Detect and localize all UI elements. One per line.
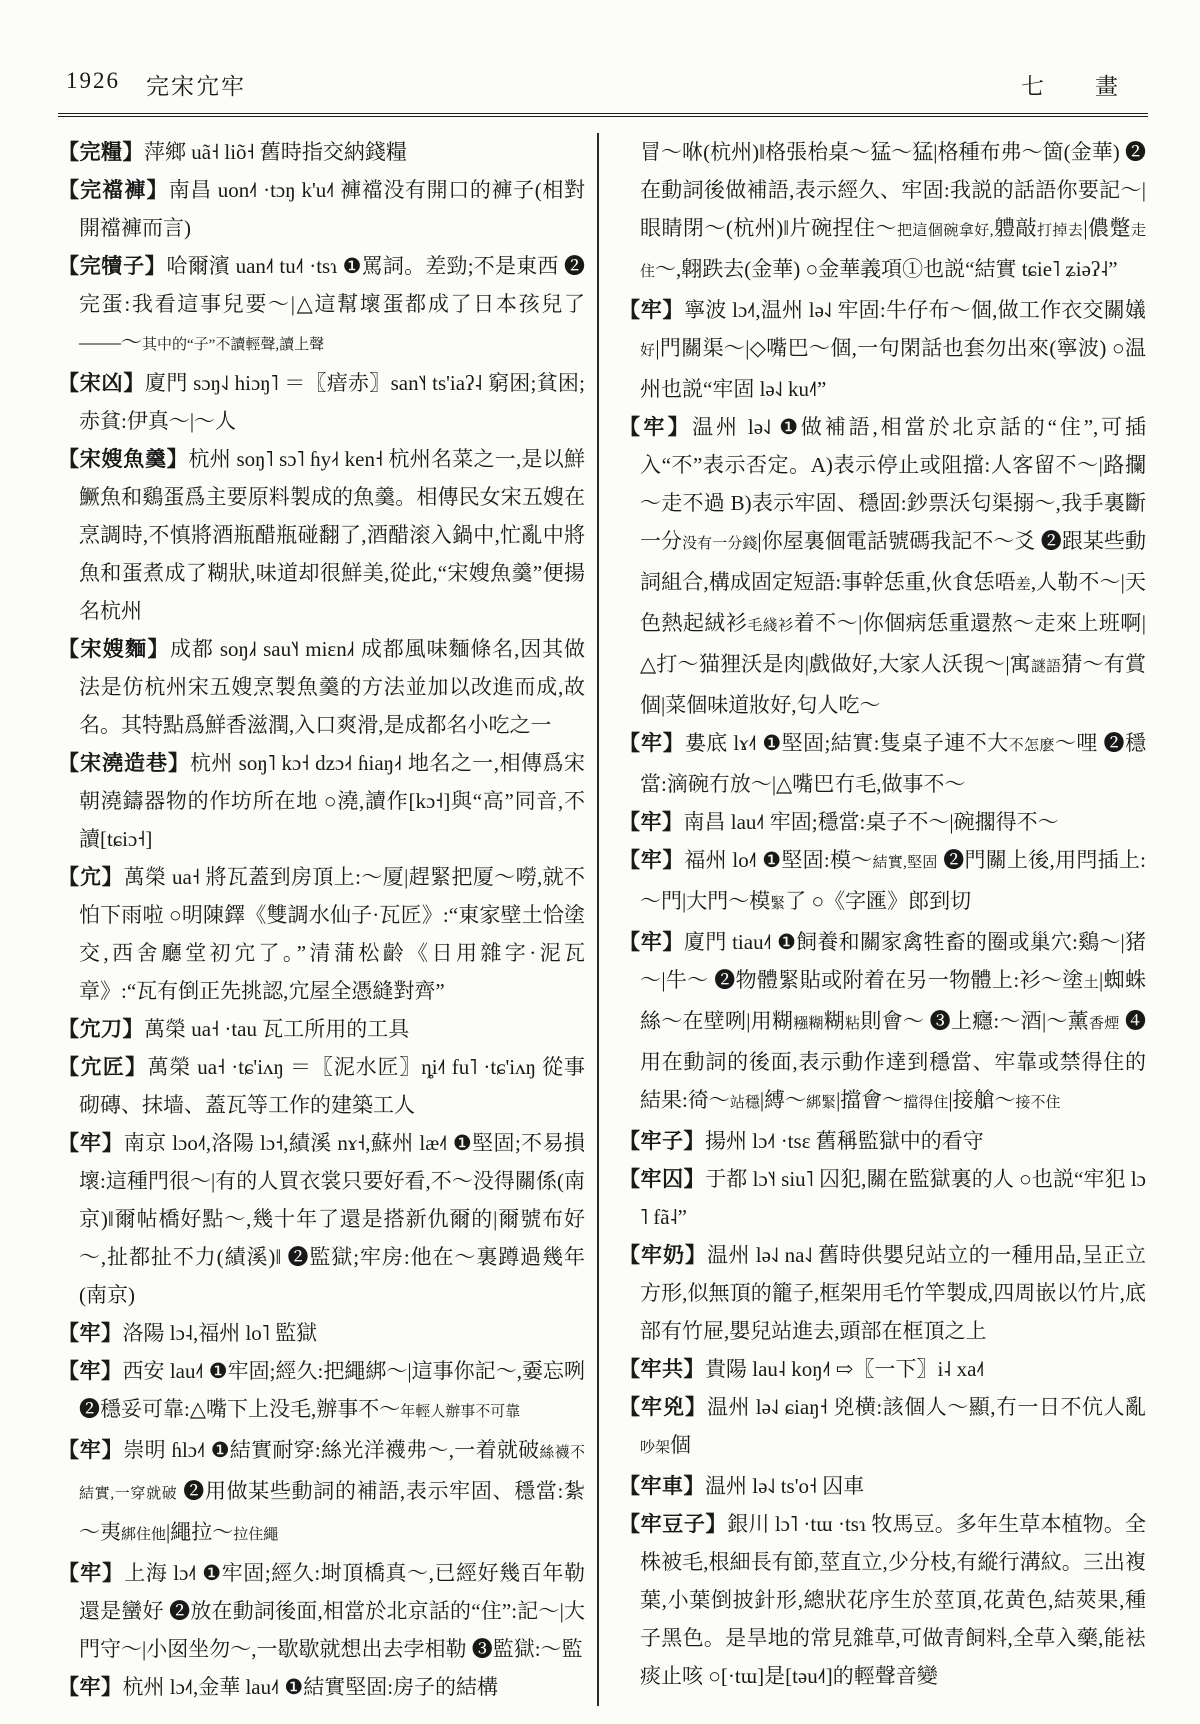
entry-gloss-small: 粘 [845, 1016, 861, 1032]
entry-text: 銀川 lɔ˥ ·tɯ ·tsɿ 牧馬豆。多年生草本植物。全株被毛,根細長有節,莖直立,少分枝,有縱行溝紋。三出複葉,小葉倒披針形,總狀花序生於莖頂,花黄色,結莢果,種子黑色。是旱地的常見雜草,可做青飼料,全草入藥,能袪痰止咳 ○[·tɯ]是[təu˨˦]的輕聲音變 [640, 1512, 1146, 1688]
entry-text: 萬榮 ua˧ ·tɕ'iʌŋ ＝〖泥水匠〗ȵi˨˦ fu˥ ·tɕ'iʌŋ 從事砌磚、抹墙、蓋瓦等工作的建築工人 [79, 1055, 586, 1117]
entry-text: 于都 lɔ˥˧ siu˥ 囚犯,關在監獄裏的人 ○也説“牢犯 lɔ˥ fã˨” [640, 1167, 1147, 1229]
dictionary-entry [619, 291, 1146, 408]
dictionary-entry [619, 1122, 1146, 1160]
entry-headword: 【宋澆造巷】 [58, 751, 190, 775]
entry-gloss-small: 絲襪不結實,一穿就破 [79, 1445, 585, 1502]
entry-text: |儂蹩 [1083, 216, 1131, 240]
entry-text: |接艙～ [948, 1088, 1016, 1112]
entry-gloss-small: 綁住他 [121, 1527, 167, 1543]
entry-text: 着不～|你個病恁重還熬～走來上班啊|△打～猫狸沃是肉|戲做好,大家人沃覒～|寓 [640, 611, 1146, 676]
dictionary-entry [619, 1505, 1146, 1695]
entry-text: 杭州 lɔ˨˦,金華 lau˨˦ ❶結實堅固:房子的結構 [122, 1675, 499, 1699]
dictionary-entry [619, 1160, 1146, 1236]
entry-gloss-small: 年輕人辦事不可靠 [400, 1404, 521, 1420]
entry-headword: 【牢】 [619, 298, 685, 322]
entry-gloss-small: 糨糊 [793, 1016, 824, 1032]
entry-headword: 【牢囚】 [619, 1167, 706, 1191]
dictionary-entry [58, 1124, 585, 1314]
entry-text: ❹用在動詞的後面,表示動作達到穩當、牢靠或禁得住的結果:徛～ [640, 1009, 1146, 1112]
entry-gloss-small: 打掉去 [1036, 223, 1084, 239]
entry-text: 廈門 sɔŋ˨˩ hiɔŋ˥ ＝〖瘖赤〗san˥˧ ts'iaʔ˨ 窮困;貧困;赤貧:伊真～|～人 [79, 371, 585, 433]
dictionary-entry [619, 1388, 1146, 1467]
entry-headword: 【宂刀】 [58, 1017, 144, 1041]
entry-gloss-small: 走住 [640, 223, 1146, 280]
entry-gloss-small: 站穩 [729, 1095, 760, 1111]
entry-text: |你屋裏個電話號碼我記不～爻 ❷跟某些動詞組合,構成固定短語:事幹恁重,伙食恁唔 [640, 529, 1146, 594]
dictionary-entry [619, 923, 1146, 1122]
entry-gloss-small: 拉住繩 [233, 1527, 279, 1543]
dictionary-entry [58, 1048, 585, 1124]
entry-text: 南京 lɔo˨˦,洛陽 lɔ˧,績溪 nɤ˧,蘇州 læ˨˦ ❶堅固;不易損壞:這種門很～|有的人買衣裳只要好看,不～没得關係(南京)‖爾帖橋好點～,幾十年了還是搭新仇爾的|爾號布好～,扯都扯不力(績溪)‖ ❷監獄;牢房:他在～裏蹲過幾年(南京) [79, 1131, 586, 1307]
dictionary-entry [619, 841, 1146, 923]
entry-text: 揚州 lɔ˨˦ ·tsɛ 舊稱監獄中的看守 [705, 1129, 984, 1153]
entry-text: 温州 lə˨˩ ❶做補語,相當於北京話的“住”,可插入“不”表示否定。A)表示停止或阻擋:人客留不～|路攔～走不過 B)表示牢固、穩固:鈔票沃匂渠搦～,我手裏斷一分 [640, 415, 1146, 553]
entry-headword: 【牢奶】 [619, 1243, 707, 1267]
entry-headword: 【宋嫂麵】 [58, 637, 170, 661]
page-body [58, 133, 1148, 1706]
entry-text: 南昌 lau˨˦ 牢固;穩當:桌子不～|碗擱得不～ [683, 810, 1059, 834]
column-right [619, 133, 1146, 1706]
entry-text: 萬榮 ua˧ ·tau 瓦工所用的工具 [144, 1017, 410, 1041]
entry-headword: 【牢共】 [619, 1357, 705, 1381]
entry-headword: 【牢】 [58, 1131, 124, 1155]
dictionary-entry [58, 1431, 585, 1554]
column-divider [597, 133, 599, 1706]
dictionary-entry [58, 247, 585, 364]
entry-text: 了 ○《字匯》郎到切 [785, 889, 972, 913]
entry-headword: 【牢】 [58, 1321, 123, 1345]
entry-text: 上海 lɔ˨˦ ❶牢固;經久:埘頂橋真～,已經好幾百年勒還是蠻好 ❷放在動詞後面,相當於北京話的“住”:記～|大門守～|小囡坐勿～,一歇歇就想出去孛相勒 ❸監獄:～監 [79, 1561, 585, 1661]
entry-gloss-small: 結實,堅固 [872, 855, 938, 871]
entry-gloss-small: 其中的“子”不讀輕聲,讀上聲 [142, 337, 325, 353]
entry-headword: 【牢】 [619, 930, 685, 954]
entry-text: ❷用做某些動詞的補語,表示牢固、穩當:紮～夷 [79, 1479, 585, 1544]
dictionary-entry [58, 1668, 585, 1706]
dictionary-entry [619, 1350, 1146, 1388]
entry-text: 冒～咻(杭州)‖格張枱桌～猛～猛|格種布弗～箇(金華) ❷在動詞後做補語,表示經久、牢固:我説的話語你要記～|眼睛閉～(杭州)‖片碗捏住～ [640, 140, 1146, 240]
dictionary-entry [619, 724, 1146, 803]
entry-headword: 【宋凶】 [58, 371, 146, 395]
entry-continuation [619, 133, 1146, 291]
entry-gloss-small: 把這個碗拿好, [896, 223, 994, 239]
dictionary-entry [58, 1352, 585, 1431]
entry-headword: 【牢】 [619, 415, 693, 439]
entry-text: 哈爾濱 uan˨˦ tu˨˦ ·tsɿ ❶罵詞。差勁;不是東西 ❷完蛋:我看這事兒要～|△這幫壞蛋都成了日本孩兒了——～ [79, 254, 585, 354]
entry-gloss-small: 不怎麽 [1008, 738, 1055, 754]
dictionary-entry [58, 440, 585, 630]
entry-text: 則會～ ❸上癮:～酒|～薰 [860, 1009, 1089, 1033]
page-number: 1926 [66, 68, 120, 93]
entry-text: 杭州 soŋ˥ kɔ˧ dzɔ˨˧ ɦiaŋ˨˧ 地名之一,相傳爲宋朝澆鑄器物的作坊所在地 ○澆,讀作[kɔ˧]與“高”同音,不讀[tɕiɔ˧] [79, 751, 585, 851]
column-left [58, 133, 585, 1706]
entry-text: 個 [670, 1433, 692, 1457]
entry-headword: 【牢車】 [619, 1474, 705, 1498]
entry-text: 貴陽 lau˨ koŋ˨˦ ⇨〖一下〗i˨ xa˨˦ [705, 1357, 985, 1381]
entry-text: 軆敲 [993, 216, 1037, 240]
entry-headword: 【牢】 [619, 731, 685, 755]
dictionary-entry [619, 408, 1146, 724]
stroke-section: 七 畫 [1021, 74, 1132, 99]
entry-headword: 【牢子】 [619, 1129, 705, 1153]
entry-text: |蜘蛛絲～在壁咧|用糊 [640, 968, 1146, 1033]
entry-headword: 【牢】 [58, 1675, 123, 1699]
dictionary-entry [619, 803, 1146, 841]
entry-gloss-small: 接不住 [1015, 1095, 1061, 1111]
entry-text: ❷門關上後,用閂插上:～門|大門～模 [640, 848, 1146, 913]
dictionary-entry [58, 1010, 585, 1048]
dictionary-entry [58, 858, 585, 1010]
entry-headword: 【宂匠】 [58, 1055, 148, 1079]
entry-gloss-small: 好 [640, 343, 656, 359]
entry-headword: 【牢兇】 [619, 1395, 708, 1419]
entry-headword: 【完犢子】 [58, 254, 167, 278]
entry-headword: 【完襠褲】 [58, 178, 169, 202]
entry-headword: 【宋嫂魚羹】 [58, 447, 189, 471]
entry-text: |繩拉～ [166, 1520, 234, 1544]
entry-gloss-small: 毛綫衫 [747, 618, 794, 634]
entry-gloss-small: 吵架 [640, 1440, 671, 1456]
entry-headword: 【宂】 [58, 865, 124, 889]
entry-gloss-small: 緊 [770, 896, 786, 912]
entry-headword: 【牢】 [619, 810, 684, 834]
entry-text: 萬榮 ua˧ 將瓦蓋到房頂上:～厦|趕緊把厦～嘮,就不怕下雨啦 ○明陳鐸《雙調水仙子·瓦匠》:“東家壁土恰塗交,西舍廳堂初宂了。”清蒲松齡《日用雜字·泥瓦章》:“瓦有倒正先挑認,宂屋全憑縫對齊” [79, 865, 585, 1003]
dictionary-entry [58, 630, 585, 744]
dictionary-entry [58, 133, 585, 171]
entry-gloss-small: 土 [1083, 975, 1100, 991]
entry-text: 温州 lə˨˩ ts'o˧ 囚車 [705, 1474, 865, 1498]
entry-text: 廈門 tiau˨˦ ❶飼養和關家禽牲畜的圈或巢穴:鷄～|猪～|牛～ ❷物體緊貼或附着在另一物體上:衫～塗 [640, 930, 1146, 992]
entry-text: 西安 lau˨˦ ❶牢固;經久:把繩綁～|這事你記～,嫑忘咧 ❷穩妥可靠:△嘴下上没毛,辦事不～ [79, 1359, 585, 1421]
entry-headword: 【牢豆子】 [619, 1512, 728, 1536]
dictionary-entry [58, 171, 585, 247]
entry-text: |擋會～ [836, 1088, 904, 1112]
entry-headword: 【牢】 [58, 1359, 123, 1383]
entry-text: 杭州 soŋ˥ sɔ˥ ɦy˨˧ ken˧ 杭州名菜之一,是以鮮鱖魚和鷄蛋爲主要原料製成的魚羹。相傳民女宋五嫂在烹調時,不慎將酒瓶醋瓶碰翻了,酒醋滚入鍋中,忙亂中將魚和蛋煮成了糊狀,味道却很鮮美,從此,“宋嫂魚羹”便揚名杭州 [79, 447, 586, 623]
dictionary-entry [619, 1467, 1146, 1505]
entry-text: 糊 [823, 1009, 846, 1033]
dictionary-entry [58, 1314, 585, 1352]
entry-gloss-small: 差 [1015, 577, 1031, 593]
dictionary-entry [58, 364, 585, 440]
entry-text: ～哩 ❷穩當:滴碗冇放～|△嘴巴冇毛,做事不～ [640, 731, 1146, 796]
entry-text: 福州 lo˨˥ ❶堅固:模～ [684, 848, 873, 872]
entry-text: 崇明 ɦlɔ˨˦ ❶結實耐穿:絲光洋襪弗～,一着就破 [123, 1438, 540, 1462]
entry-text: 寧波 lɔ˨˦,温州 lə˨˩ 牢固:牛仔布～個,做工作衣交關嬟 [684, 298, 1146, 322]
entry-headword: 【牢】 [58, 1438, 124, 1462]
entry-headword: 【牢】 [58, 1561, 125, 1585]
dictionary-entry [619, 1236, 1146, 1350]
entry-text: 温州 lə˨˩ na˨˩ 舊時供嬰兒站立的一種用品,呈正立方形,似無頂的籠子,框架用毛竹竿製成,四周嵌以竹片,底部有竹屉,嬰兒站進去,頭部在框頂之上 [640, 1243, 1147, 1343]
dictionary-entry [58, 1554, 585, 1668]
entry-text: |縛～ [759, 1088, 807, 1112]
entry-gloss-small: 香煙 [1088, 1016, 1120, 1032]
entry-text: 成都 soŋ˩˧ sau˥˧ miɛn˩˧ 成都風味麵條名,因其做法是仿杭州宋五嫂烹製魚羹的方法並加以改進而成,故名。其特點爲鮮香滋潤,入口爽滑,是成都名小吃之一 [79, 637, 586, 737]
entry-text: 萍鄉 uã˧ liõ˧ 舊時指交納錢糧 [144, 140, 407, 164]
entry-headword: 【完糧】 [58, 140, 144, 164]
entry-gloss-small: 綁緊 [806, 1095, 837, 1111]
entry-gloss-small: 謎語 [1030, 659, 1062, 675]
entry-text: 猜～有賞個|菜個味道妝好,匂人吃～ [640, 652, 1146, 717]
entry-text: ～,翺跌去(金華) ○金華義項①也説“結實 tɕie˥ ʑiəʔ˨” [655, 257, 1118, 281]
entry-text: ,人勒不～|天色熱起絨衫 [640, 570, 1146, 635]
entry-text: 温州 lə˨˩ ɕiaŋ˧ 兇横:該個人～顯,冇一日不伉人亂 [707, 1395, 1146, 1419]
entry-gloss-small: 没有一分錢 [682, 536, 758, 552]
dictionary-entry [58, 744, 585, 858]
entry-text: 婁底 lɤ˨˦ ❶堅固;結實:隻桌子連不大 [684, 731, 1009, 755]
entry-text: 南昌 uon˨˦ ·tɔŋ k'u˨˦ 褲襠没有開口的褲子(相對開襠褲而言) [79, 178, 585, 240]
page-header [58, 68, 1148, 117]
entry-text: |門關渠～|◇嘴巴～個,一句閑話也套勿出來(寧波) ○温州也説“牢固 lə˨˩ ku˨˥” [640, 336, 1146, 401]
guide-words: 完宋宂牢 [146, 74, 246, 99]
entry-gloss-small: 擋得住 [903, 1095, 949, 1111]
entry-text: 洛陽 lɔ˨,福州 lo˥ 監獄 [122, 1321, 318, 1345]
entry-headword: 【牢】 [619, 848, 685, 872]
